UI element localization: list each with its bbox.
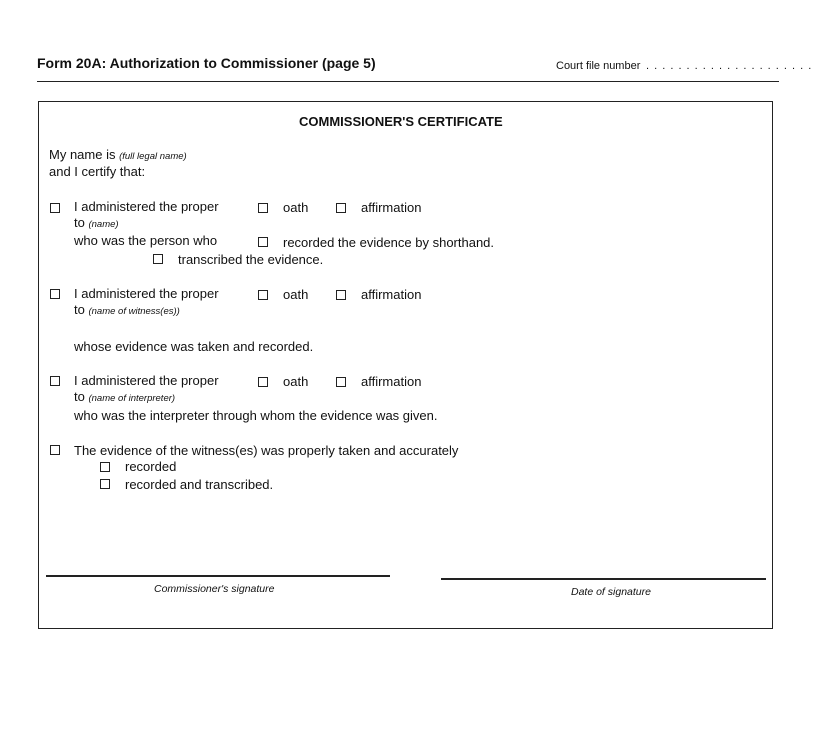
section1-to: to <box>74 215 85 230</box>
commissioner-signature-line[interactable] <box>46 575 390 577</box>
section1-transcribed-checkbox[interactable] <box>153 254 163 264</box>
section2-oath-label: oath <box>283 287 309 302</box>
section3-to-line <box>74 389 175 404</box>
section4-recorded-label: recorded <box>125 459 177 474</box>
section1-checkbox[interactable] <box>50 203 60 213</box>
section1-affirmation-checkbox[interactable] <box>336 203 346 213</box>
section1-shorthand-label: recorded the evidence by shorthand. <box>283 235 495 250</box>
section1-transcribed-label: transcribed the evidence. <box>178 252 324 267</box>
certify-line: and I certify that: <box>49 164 146 179</box>
section2-checkbox[interactable] <box>50 289 60 299</box>
court-file-number-field[interactable]: . . . . . . . . . . . . . . . . . . . . . <box>646 60 813 72</box>
section1-oath-label: oath <box>283 200 309 215</box>
section2-oath-checkbox[interactable] <box>258 290 268 300</box>
section3-oath-label: oath <box>283 374 309 389</box>
section4-checkbox[interactable] <box>50 445 60 455</box>
court-file-number-label: Court file number <box>556 60 641 72</box>
section2-affirmation-label: affirmation <box>361 287 422 302</box>
name-line <box>49 147 187 162</box>
section1-affirmation-label: affirmation <box>361 200 422 215</box>
section2-administered: I administered the proper <box>74 286 219 301</box>
section1-to-line <box>74 215 119 230</box>
section1-to-hint: (name) <box>88 219 119 230</box>
section2-to: to <box>74 302 85 317</box>
section2-whose: whose evidence was taken and recorded. <box>74 339 314 354</box>
commissioner-signature-label: Commissioner's signature <box>154 583 275 595</box>
section3-who-was: who was the interpreter through whom the evidence was given. <box>74 408 438 423</box>
section3-oath-checkbox[interactable] <box>258 377 268 387</box>
name-prefix: My name is <box>49 147 116 162</box>
section3-to-hint: (name of interpreter) <box>88 393 176 404</box>
section3-checkbox[interactable] <box>50 376 60 386</box>
section1-who-was: who was the person who <box>74 233 218 248</box>
header-rule <box>37 81 779 82</box>
section2-to-hint: (name of witness(es)) <box>88 306 180 317</box>
certificate-box <box>38 101 773 629</box>
section2-affirmation-checkbox[interactable] <box>336 290 346 300</box>
date-signature-line[interactable] <box>441 578 766 580</box>
section3-administered: I administered the proper <box>74 373 219 388</box>
section1-administered: I administered the proper <box>74 199 219 214</box>
section2-to-line <box>74 302 180 317</box>
date-signature-label: Date of signature <box>571 586 651 598</box>
section1-shorthand-checkbox[interactable] <box>258 237 268 247</box>
section4-recorded-transcribed-label: recorded and transcribed. <box>125 477 274 492</box>
section4-recorded-checkbox[interactable] <box>100 462 110 472</box>
section1-oath-checkbox[interactable] <box>258 203 268 213</box>
section3-affirmation-checkbox[interactable] <box>336 377 346 387</box>
section3-to: to <box>74 389 85 404</box>
section4-evidence: The evidence of the witness(es) was properly taken and accurately <box>74 443 459 458</box>
form-title: Form 20A: Authorization to Commissioner (page 5) <box>37 55 376 71</box>
section4-recorded-transcribed-checkbox[interactable] <box>100 479 110 489</box>
name-hint: (full legal name) <box>119 151 187 162</box>
section3-affirmation-label: affirmation <box>361 374 422 389</box>
certificate-title: COMMISSIONER'S CERTIFICATE <box>299 114 503 129</box>
